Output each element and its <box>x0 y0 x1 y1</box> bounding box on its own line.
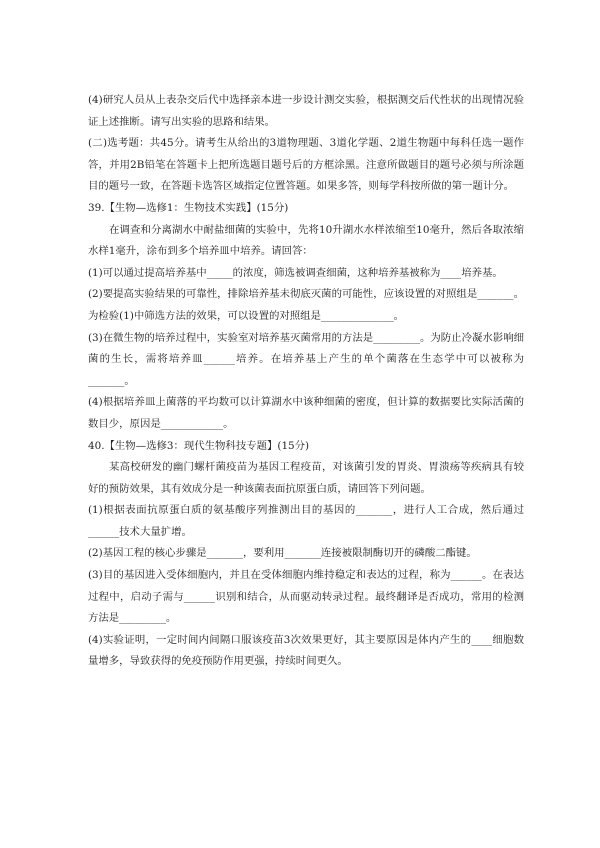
question-40-heading: 40.【生物—选修3：现代生物科技专题】(15分) <box>88 439 310 452</box>
question-39-part-3: (3)在微生物的培养过程中，实验室对培养基灭菌常用的方法是_________。为防止冷凝水影响细菌的生长，需将培养皿______培养。在培养基上产生的单个菌落在生态学中可以被称为_______。 <box>88 331 524 387</box>
question-39-part-4: (4)根据培养皿上菌落的平均数可以计算湖水中该种细菌的密度，但计算的数据要比实际活菌的数目少，原因是____________。 <box>88 396 524 430</box>
question-40-part-1: (1)根据表面抗原蛋白质的氨基酸序列推测出目的基因的_______，进行人工合成，然后通过______技术大量扩增。 <box>88 504 524 538</box>
question-40-part-3: (3)目的基因进入受体细胞内，并且在受体细胞内维持稳定和表达的过程，称为______。在表达过程中，启动子需与______识别和结合，从而驱动转录过程。最终翻译是否成功，常用的检测方法是_________。 <box>88 569 524 625</box>
question-39-stem: 在调查和分离湖水中耐盐细菌的实验中，先将10升湖水水样浓缩至10毫升，然后各取浓缩水样1毫升，涂布到多个培养皿中培养。请回答： <box>88 223 524 258</box>
paragraph-elective-instructions: (二)选考题：共45分。请考生从给出的3道物理题、3道化学题、2道生物题中每科任选一题作答，并用2B铅笔在答题卡上把所选题目题号后的方框涂黑。注意所做题目的题号必须与所涂题目的题号一致，在答题卡选答区域指定位置答题。如果多答，则每学科按所做的第一题计分。 <box>88 137 524 193</box>
paragraph-q4-testcross: (4)研究人员从上表杂交后代中选择亲本进一步设计测交实验，根据测交后代性状的出现情况验证上述推断。请写出实验的思路和结果。 <box>88 94 524 128</box>
document-page <box>88 90 524 673</box>
question-39-part-2: (2)要提高实验结果的可靠性，排除培养基未彻底灭菌的可能性，应该设置的对照组是_______。为检验(1)中筛选方法的效果，可以设置的对照组是______________。 <box>88 288 524 322</box>
question-39-heading: 39.【生物—选修1：生物技术实践】(15分) <box>88 201 289 214</box>
question-40-part-2: (2)基因工程的核心步骤是_______，要利用_______连接被限制酶切开的磷酸二酯键。 <box>88 547 477 560</box>
question-40-part-4: (4)实验证明，一定时间内间隔口服该疫苗3次效果更好，其主要原因是体内产生的____细胞数量增多，导致获得的免疫预防作用更强，持续时间更久。 <box>88 633 524 668</box>
question-39-part-1: (1)可以通过提高培养基中_____的浓度，筛选被调查细菌，这种培养基被称为____培养基。 <box>88 266 503 279</box>
question-40-stem: 某高校研发的幽门螺杆菌疫苗为基因工程疫苗，对该菌引发的胃炎、胃溃疡等疾病具有较好的预防效果，其有效成分是一种该菌表面抗原蛋白质，请回答下列问题。 <box>88 461 524 495</box>
